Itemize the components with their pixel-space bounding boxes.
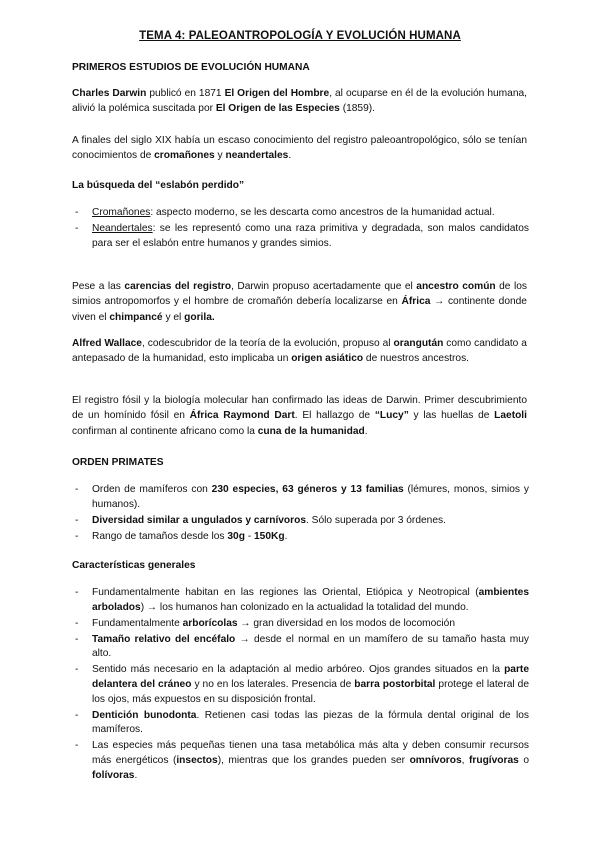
bold-text: Tamaño relativo del encéfalo [92, 633, 236, 645]
list-item: - Dentición bunodonta. Retienen casi todas las piezas de la fórmula dental original de los mamíferos. [72, 709, 529, 738]
bold-text: barra postorbital [354, 679, 436, 691]
bold-text: El Origen del Hombre [224, 88, 330, 99]
bold-text: Charles Darwin [72, 88, 147, 99]
section-heading-caracteristicas: Características generales [72, 560, 196, 571]
underlined-term: Cromañones [92, 207, 151, 218]
list-item: - Sentido más necesario en la adaptación al medio arbóreo. Ojos grandes situados en la parte delantera del cráneo y no en los laterales. Presencia de barra postorbital protege el lateral de los ojos, más expuestos en su disposición frontal. [72, 663, 529, 707]
bold-text: Laetoli [494, 410, 527, 422]
bold-text: arborícolas [182, 617, 238, 629]
paragraph-carencias: Pese a las carencias del registro, Darwin propuso acertadamente que el ancestro común de los simios antropomorfos y el hombre de cromañón debería localizarse en África → continente donde viven el chimpancé y el gorila. [72, 281, 527, 323]
list-item: - Tamaño relativo del encéfalo → desde el normal en un mamífero de su tamaño hasta muy alto. [72, 633, 529, 662]
bold-text: insectos [176, 755, 218, 767]
list-item: - Rango de tamaños desde los 30g - 150Kg. [72, 530, 529, 545]
bold-text: África Raymond Dart [189, 410, 295, 422]
list-item: - Fundamentalmente habitan en las regiones las Oriental, Etiópica y Neotropical (ambientes arbolados) → los humanos han colonizado en la actualidad la totalidad del mundo. [72, 586, 529, 615]
bold-text: “Lucy” [374, 410, 409, 422]
caracteristicas-list [72, 586, 529, 785]
bold-text: frugívoras [469, 755, 519, 767]
bold-text: El Origen de las Especies [215, 103, 340, 115]
list-item: - Diversidad similar a ungulados y carnívoros. Sólo superada por 3 órdenes. [72, 514, 529, 529]
bold-text: ancestro común [416, 281, 496, 292]
bold-text: parte delantera del cráneo [92, 664, 529, 691]
bold-text: orangután [393, 338, 444, 349]
bold-text: Diversidad similar a ungulados y carnívoros [92, 514, 307, 526]
bold-text: cromañones [154, 150, 215, 162]
bold-text: África → [401, 296, 445, 308]
bold-text: omnívoros [409, 755, 462, 767]
bold-text: 30g [227, 530, 245, 542]
bold-text: Alfred Wallace [72, 338, 142, 349]
list-item: - Cromañones: aspecto moderno, se les descarta como ancestros de la humanidad actual. [72, 206, 529, 221]
bold-text: Dentición bunodonta [92, 709, 197, 721]
list-item: - Orden de mamíferos con 230 especies, 63 géneros y 13 familias (lémures, monos, simios y humanos). [72, 483, 529, 512]
section-heading-orden-primates: ORDEN PRIMATES [72, 457, 164, 468]
bold-text: 230 especies, 63 géneros y 13 familias [211, 484, 404, 495]
bold-text: origen asiático [291, 353, 364, 365]
paragraph-darwin: Charles Darwin publicó en 1871 El Origen del Hombre, al ocuparse en él de la evolución humana, alivió la polémica suscitada por El Origen de las Especies (1859). [72, 88, 527, 115]
bold-text: 150Kg [253, 530, 285, 542]
list-item: - Fundamentalmente arborícolas → gran diversidad en los modos de locomoción [72, 617, 529, 632]
page-title: TEMA 4: PALEOANTROPOLOGÍA Y EVOLUCIÓN HUMANA [139, 30, 461, 42]
bold-text: chimpancé [109, 311, 163, 323]
list-item: - Las especies más pequeñas tienen una tasa metabólica más alta y deben consumir recursos más energéticos (insectos), mientras que los grandes pueden ser omnívoros, frugívoras o folívoras. [72, 739, 529, 783]
primates-list [72, 483, 529, 546]
bold-text: cuna de la humanidad [257, 425, 365, 437]
bold-text: carencias del registro [124, 281, 232, 292]
bold-text: neandertales [225, 150, 289, 162]
paragraph-registro-fosil: El registro fósil y la biología molecular han confirmado las ideas de Darwin. Primer descubrimiento de un homínido fósil en África Raymond Dart. El hallazgo de “Lucy” y las huellas de Laetoli confirman al continente africano como la cuna de la humanidad. [72, 395, 527, 437]
list-item: - Neandertales: se les representó como una raza primitiva y degradada, son malos candidatos para ser el eslabón entre humanos y grandes simios. [72, 222, 529, 251]
bold-text: gorila. [184, 311, 215, 323]
bold-text: folívoras [92, 769, 135, 781]
eslabon-list [72, 206, 529, 253]
bold-text: ambientes arbolados [92, 587, 529, 613]
section-heading-primeros-estudios: PRIMEROS ESTUDIOS DE EVOLUCIÓN HUMANA [72, 62, 310, 73]
paragraph-wallace: Alfred Wallace, codescubridor de la teoría de la evolución, propuso al orangután como candidato a antepasado de la humanidad, esto implicaba un origen asiático de nuestros ancestros. [72, 338, 527, 365]
paragraph-siglo-xix: A finales del siglo XIX había un escaso conocimiento del registro paleoantropológico, sólo se tenían conocimientos de cromañones y neandertales. [72, 135, 527, 162]
underlined-term: Neandertales [92, 223, 153, 235]
section-heading-eslabon: La búsqueda del “eslabón perdido” [72, 180, 245, 191]
